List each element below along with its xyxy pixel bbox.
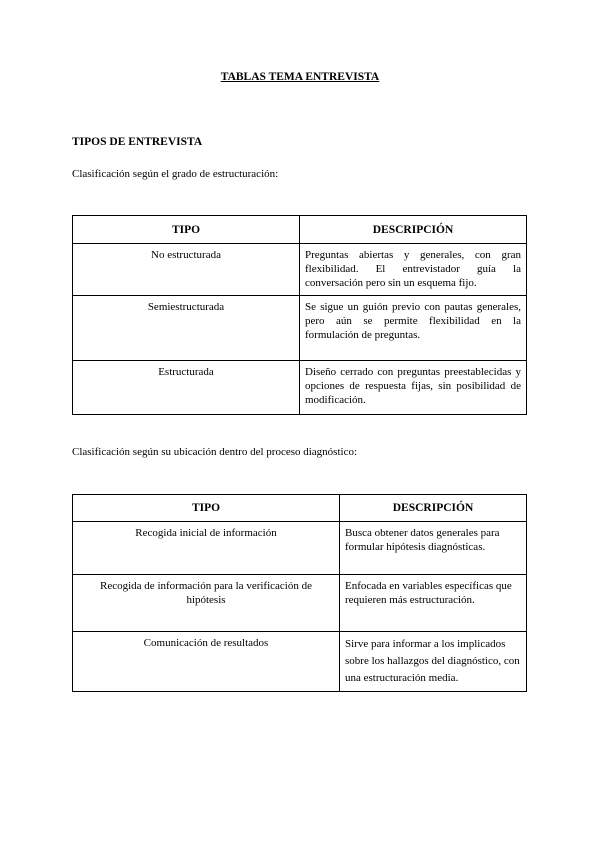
table-row [73, 361, 527, 415]
cell-desc: Diseño cerrado con preguntas preestablecidas y opciones de respuesta fijas, sin posibilidad de modificación. [300, 361, 527, 415]
cell-tipo: No estructurada [73, 244, 300, 296]
table-header-row [73, 216, 527, 244]
cell-tipo: Recogida inicial de información [73, 522, 340, 575]
table-row [73, 244, 527, 296]
header-tipo: TIPO [73, 495, 340, 522]
header-descripcion: DESCRIPCIÓN [300, 216, 527, 244]
header-tipo: TIPO [73, 216, 300, 244]
structure-table [72, 215, 527, 415]
table-row [73, 632, 527, 692]
document-title: TABLAS TEMA ENTREVISTA [220, 71, 380, 83]
table-header-row [73, 495, 527, 522]
cell-desc: Preguntas abiertas y generales, con gran flexibilidad. El entrevistador guía la conversación pero sin un esquema fijo. [300, 244, 527, 296]
cell-tipo: Semiestructurada [73, 296, 300, 361]
section-heading: TIPOS DE ENTREVISTA [72, 136, 203, 148]
header-descripcion: DESCRIPCIÓN [340, 495, 527, 522]
diagnostic-process-table [72, 494, 527, 692]
cell-desc: Enfocada en variables específicas que requieren más estructuración. [340, 575, 527, 632]
table1-caption: Clasificación según el grado de estructuración: [72, 168, 279, 180]
table-row [73, 522, 527, 575]
cell-desc: Busca obtener datos generales para formular hipótesis diagnósticas. [340, 522, 527, 575]
table-row [73, 575, 527, 632]
cell-desc: Sirve para informar a los implicados sobre los hallazgos del diagnóstico, con una estructuración media. [340, 632, 527, 692]
cell-tipo: Recogida de información para la verificación de hipótesis [73, 575, 340, 632]
cell-tipo: Comunicación de resultados [73, 632, 340, 692]
cell-desc: Se sigue un guión previo con pautas generales, pero aún se permite flexibilidad en la formulación de preguntas. [300, 296, 527, 361]
table-row [73, 296, 527, 361]
cell-tipo: Estructurada [73, 361, 300, 415]
table2-caption: Clasificación según su ubicación dentro del proceso diagnóstico: [72, 446, 358, 458]
